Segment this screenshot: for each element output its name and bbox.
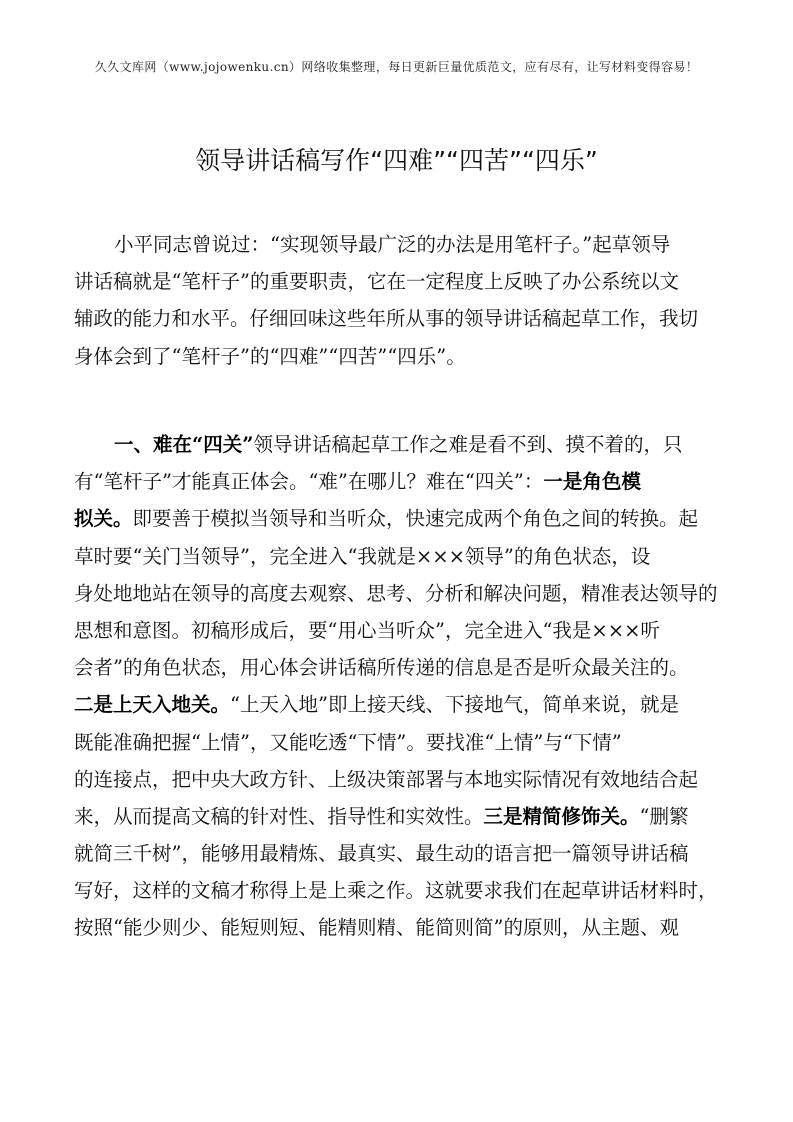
section-text: 领导讲话稿起草工作之难是看不到、摸不着的，只	[253, 433, 683, 456]
point-heading: 一是角色模	[543, 470, 641, 494]
point-heading: 三是精简修饰关。	[483, 804, 640, 828]
section-line: 写好，这样的文稿才称得上是上乘之作。这就要求我们在起草讲话材料时，	[74, 879, 718, 903]
section-line: 思想和意图。初稿形成后，要“用心当听众”，完全进入“我是×××听	[74, 618, 660, 642]
section-line: 按照“能少则少、能短则短、能精则精、能简则简”的原则，从主题、观	[74, 916, 679, 940]
intro-line: 讲话稿就是“笔杆子”的重要职责，它在一定程度上反映了办公系统以文	[74, 270, 679, 294]
point-heading: 拟关。	[74, 507, 133, 531]
section-line: 身处地地站在领导的高度去观察、思考、分析和解决问题，精准表达领导的	[74, 581, 718, 605]
section-text: 来，从而提高文稿的针对性、指导性和实效性。	[74, 804, 484, 828]
section-one-paragraph	[74, 426, 720, 947]
section-text: 有“笔杆子”才能真正体会。“难”在哪儿？难在“四关”：	[74, 470, 544, 494]
header-note: 久久文库网（www.jojowenku.cn）网络收集整理，每日更新巨量优质范文，应有尽有，让写材料变得容易！	[94, 60, 699, 74]
intro-paragraph	[74, 226, 720, 375]
section-line: 就简三千树”，能够用最精炼、最真实、最生动的语言把一篇领导讲话稿	[74, 842, 689, 866]
section-line: 草时要“关门当领导”，完全进入“我就是×××领导”的角色状态，设	[74, 544, 651, 568]
section-text: “删繁	[639, 804, 689, 828]
point-heading: 二是上天入地关。	[74, 693, 231, 717]
intro-line: 小平同志曾说过：“实现领导最广泛的办法是用笔杆子。”起草领导	[114, 233, 671, 256]
section-line	[74, 798, 720, 835]
document-title: 领导讲话稿写作“四难”“四苦”“四乐”	[195, 146, 598, 175]
section-line	[74, 426, 720, 463]
section-line: 的连接点，把中央大政方针、上级决策部署与本地实际情况有效地结合起	[74, 767, 699, 791]
section-text: “上天入地”即上接天线、下接地气，简单来说，就是	[230, 693, 679, 717]
section-line: 会者”的角色状态，用心体会讲话稿所传递的信息是否是听众最关注的。	[74, 656, 689, 680]
section-line	[74, 686, 720, 723]
section-heading: 一、难在“四关”	[114, 433, 254, 456]
section-line	[74, 463, 720, 500]
intro-line: 身体会到了“笔杆子”的“四难”“四苦”“四乐”。	[74, 344, 466, 368]
section-line	[74, 500, 720, 537]
section-line: 既能准确把握“上情”，又能吃透“下情”。要找准“上情”与“下情”	[74, 730, 622, 754]
section-text: 即要善于模拟当领导和当听众，快速完成两个角色之间的转换。起	[132, 507, 699, 531]
intro-line: 辅政的能力和水平。仔细回味这些年所从事的领导讲话稿起草工作，我切	[74, 307, 699, 331]
